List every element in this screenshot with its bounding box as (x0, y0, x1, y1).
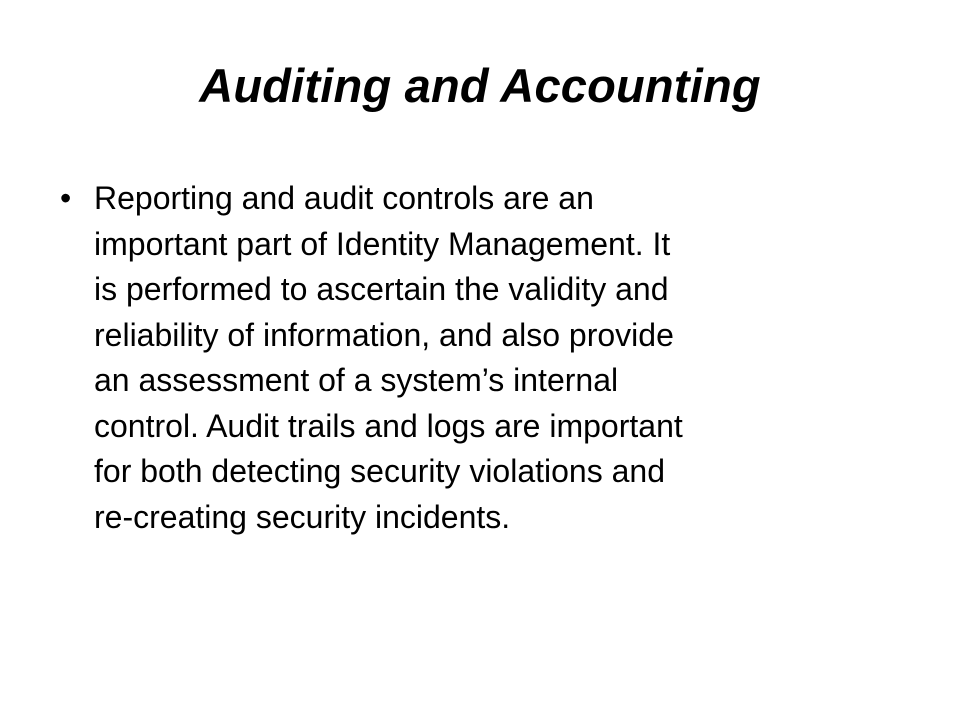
bullet-text-line: control. Audit trails and logs are important (94, 407, 683, 444)
bullet-text-line: important part of Identity Management. It (94, 225, 671, 262)
bullet-marker: • (60, 180, 72, 216)
bullet-text (94, 180, 683, 535)
bullet-item (60, 176, 900, 540)
bullet-text-line: an assessment of a system’s internal (94, 362, 619, 398)
bullet-text-line: re-creating security incidents. (94, 498, 511, 535)
slide-title: Auditing and Accounting (199, 59, 761, 112)
bullet-text-line: Reporting and audit controls are an (94, 180, 594, 216)
bullet-text-line: is performed to ascertain the validity and (94, 271, 669, 307)
bullet-text-line: for both detecting security violations and (94, 453, 665, 489)
bullet-list (60, 176, 900, 540)
bullet-text-line: reliability of information, and also provide (94, 316, 674, 353)
